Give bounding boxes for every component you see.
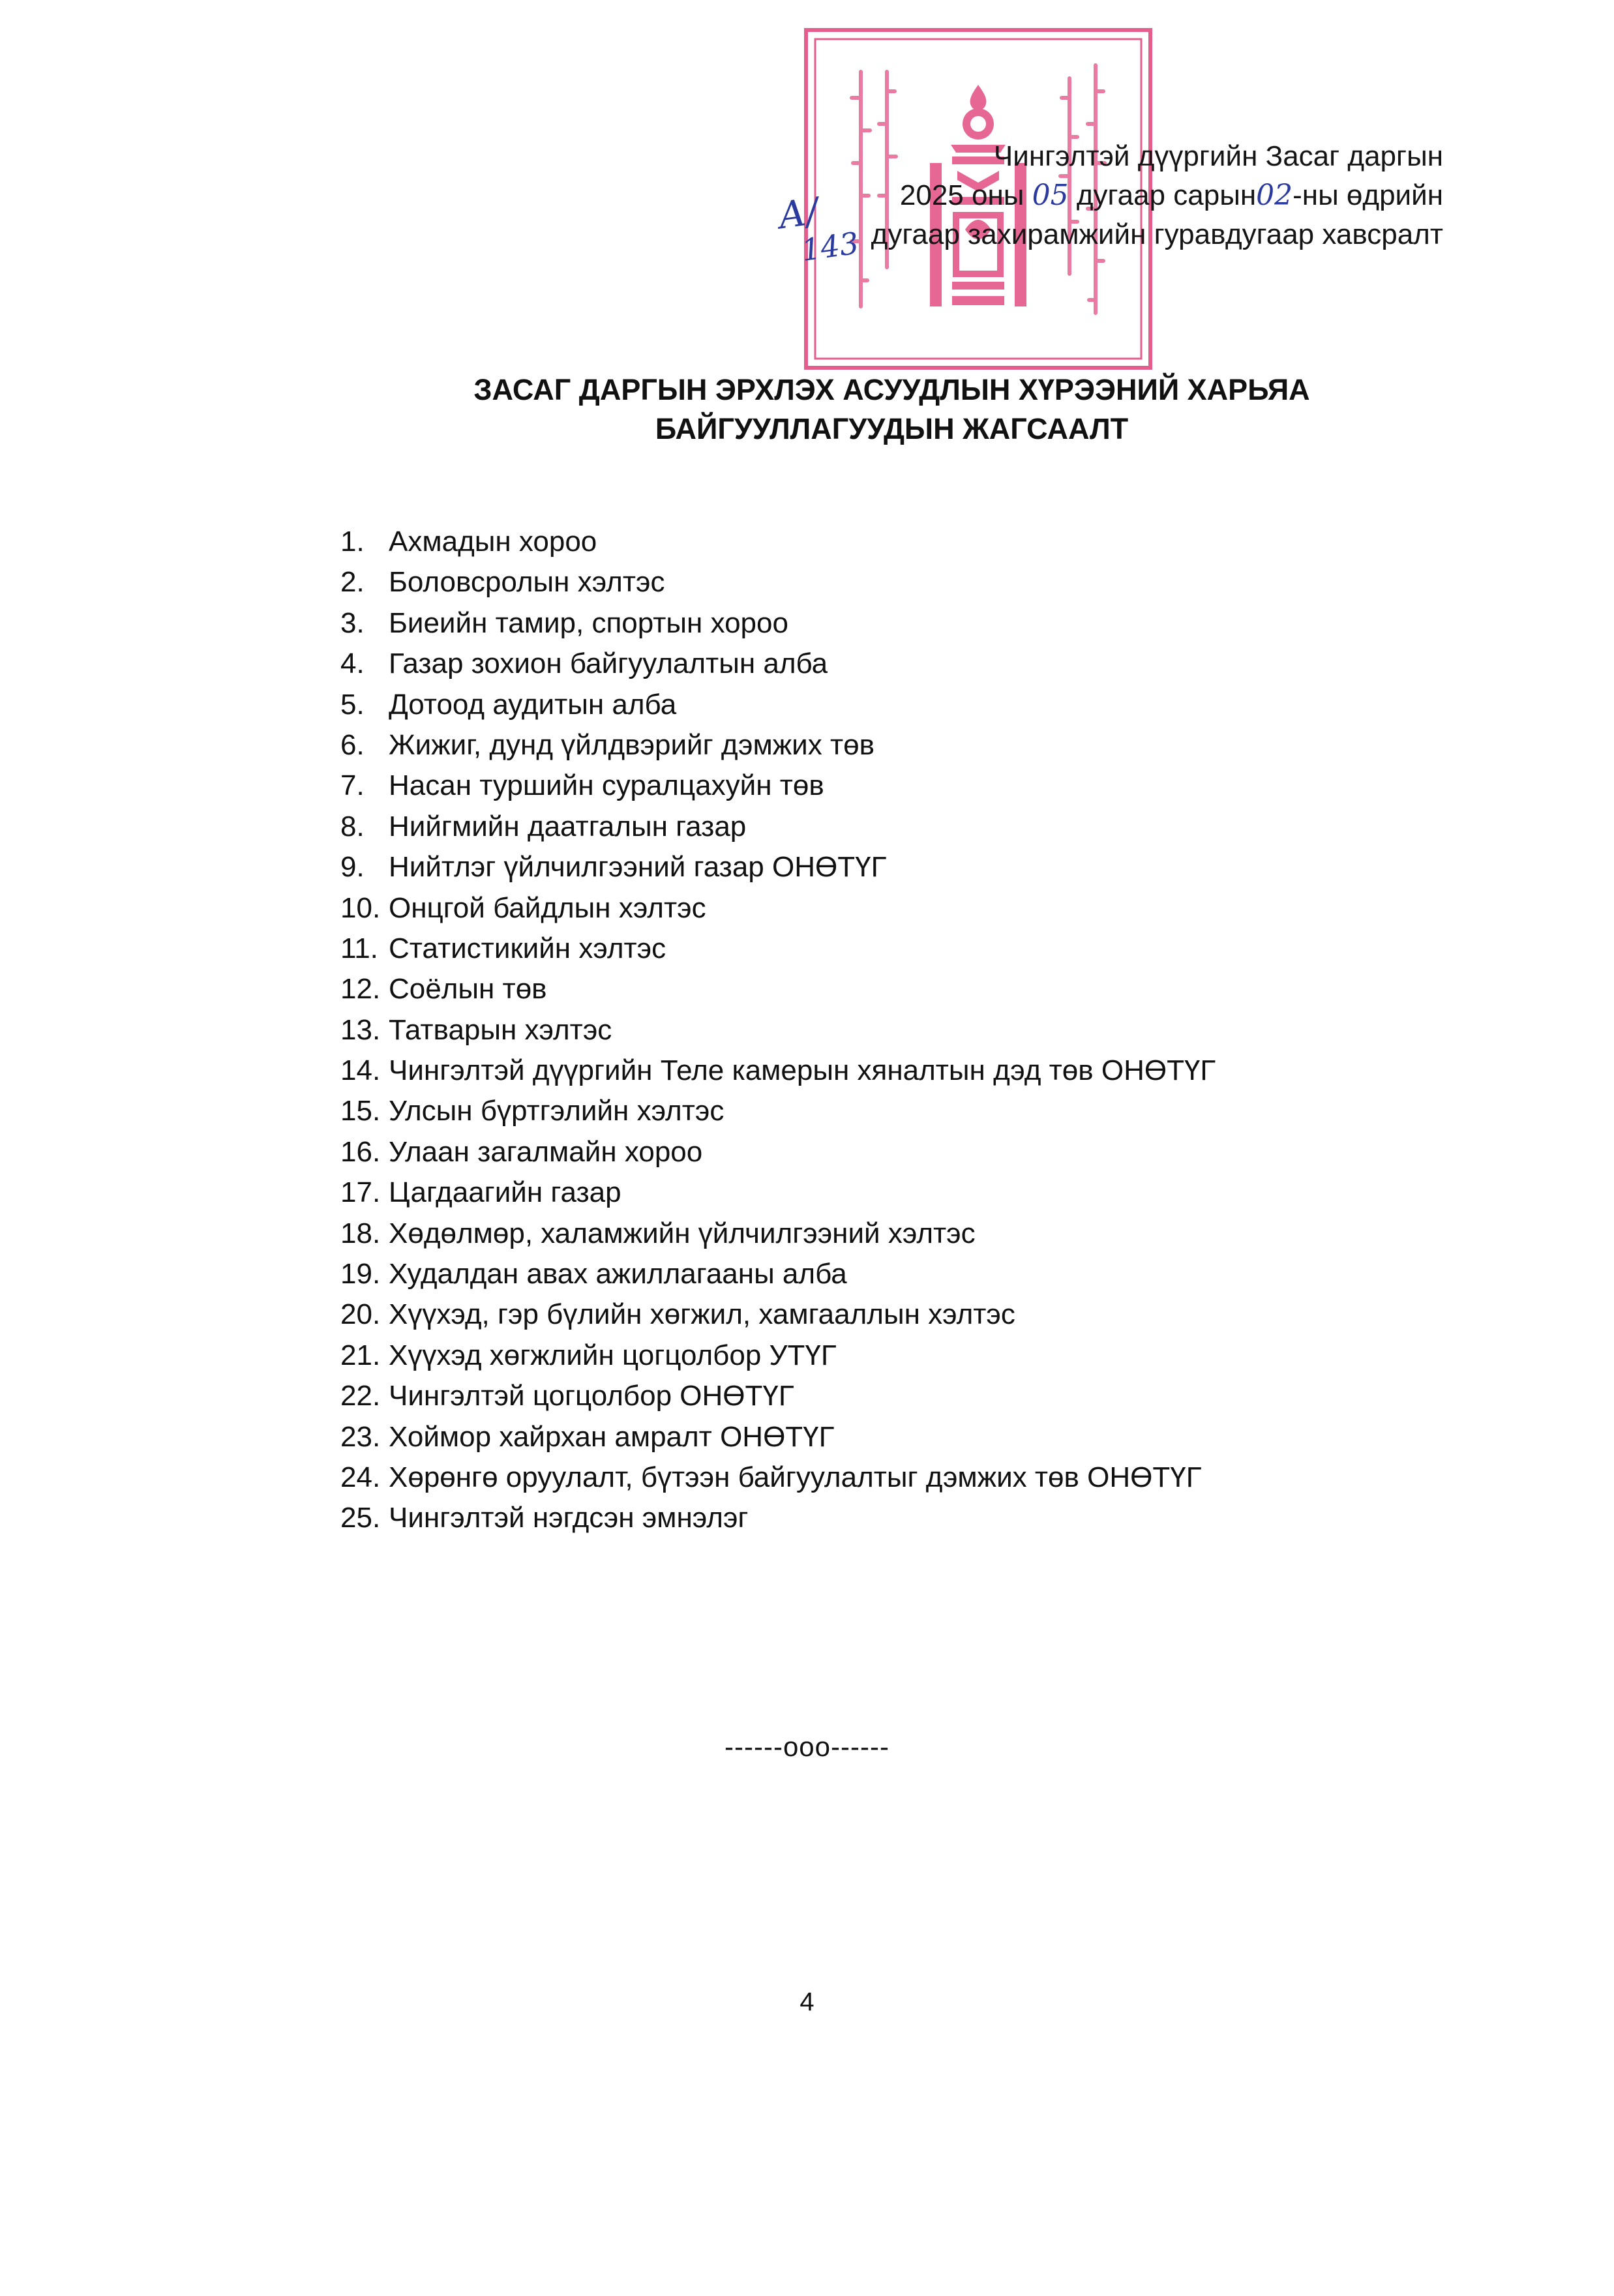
list-item-number: 21.	[340, 1339, 381, 1371]
list-item	[340, 562, 1216, 603]
list-item-text: Хүүхэд, гэр бүлийн хөгжил, хамгааллын хэлтэс	[389, 1298, 1015, 1331]
header-month-label: дугаар сарын	[1076, 179, 1257, 211]
list-item-text: Худалдан авах ажиллагааны алба	[389, 1258, 847, 1290]
list-item-text: Статистикийн хэлтэс	[389, 932, 666, 964]
list-item	[340, 1010, 1216, 1051]
list-item-number: 7.	[340, 769, 365, 802]
end-separator: ------ooo------	[725, 1731, 889, 1762]
list-item	[340, 1417, 1216, 1457]
organization-list	[340, 522, 1216, 1539]
list-item	[340, 1091, 1216, 1131]
header-line-3: дугаар захирамжийн гуравдугаар хавсралт	[871, 218, 1443, 250]
list-item-text: Чингэлтэй нэгдсэн эмнэлэг	[389, 1502, 749, 1534]
list-item-text: Татварын хэлтэс	[389, 1013, 612, 1046]
list-item-text: Биеийн тамир, спортын хороо	[389, 606, 788, 639]
header-month-handwritten: 05	[1032, 179, 1069, 212]
list-item-text: Хөрөнгө оруулалт, бүтээн байгуулалтыг дэмжих төв ОНӨТҮГ	[389, 1461, 1202, 1493]
list-item-text: Жижиг, дунд үйлдвэрийг дэмжих төв	[389, 728, 874, 761]
list-item-number: 4.	[340, 648, 365, 680]
list-item	[340, 1498, 1216, 1538]
list-item-text: Чингэлтэй дүүргийн Теле камерын хяналтын дэд төв ОНӨТҮГ	[389, 1054, 1216, 1087]
list-item-number: 20.	[340, 1298, 381, 1331]
list-item	[340, 1172, 1216, 1213]
list-item-text: Улаан загалмайн хороо	[389, 1135, 703, 1168]
list-item	[340, 725, 1216, 766]
list-item	[340, 1335, 1216, 1376]
list-item-number: 18.	[340, 1217, 381, 1249]
list-item	[340, 1294, 1216, 1335]
list-item-number: 11.	[340, 932, 378, 964]
list-item-text: Нийтлэг үйлчилгээний газар ОНӨТҮГ	[389, 851, 887, 884]
decree-prefix: А/	[775, 190, 822, 238]
list-item-number: 12.	[340, 973, 381, 1006]
list-item-number: 2.	[340, 566, 365, 599]
list-item-number: 17.	[340, 1176, 381, 1209]
header-line-1: Чингэлтэй дүүргийн Засаг даргын	[993, 140, 1443, 172]
list-item-number: 13.	[340, 1013, 381, 1046]
header-day-suffix: -ны өдрийн	[1293, 179, 1443, 211]
list-item	[340, 1051, 1216, 1091]
document-title	[0, 370, 1614, 449]
list-item-number: 22.	[340, 1380, 381, 1412]
list-item	[340, 969, 1216, 1009]
list-item-text: Ахмадын хороо	[389, 526, 597, 558]
list-item	[340, 807, 1216, 847]
list-item	[340, 766, 1216, 806]
list-item-number: 8.	[340, 810, 365, 842]
list-item-number: 19.	[340, 1258, 381, 1290]
appendix-header	[871, 137, 1443, 254]
title-line-1: ЗАСАГ ДАРГЫН ЭРХЛЭХ АСУУДЛЫН ХҮРЭЭНИЙ ХАРЬЯА	[473, 373, 1310, 406]
list-item-text: Цагдаагийн газар	[389, 1176, 621, 1209]
list-item-number: 6.	[340, 728, 365, 761]
list-item	[340, 644, 1216, 684]
list-item-number: 23.	[340, 1420, 381, 1453]
list-item-number: 3.	[340, 606, 365, 639]
list-item-number: 1.	[340, 526, 365, 558]
header-line-2	[871, 176, 1443, 215]
list-item-text: Газар зохион байгуулалтын алба	[389, 648, 828, 680]
header-day-handwritten: 02	[1256, 179, 1293, 212]
list-item	[340, 1376, 1216, 1416]
list-item	[340, 685, 1216, 725]
list-item-text: Соёлын төв	[389, 973, 547, 1006]
list-item-text: Улсын бүртгэлийн хэлтэс	[389, 1095, 725, 1127]
list-item	[340, 929, 1216, 969]
decree-number: 143	[799, 225, 861, 269]
list-item	[340, 603, 1216, 644]
list-item	[340, 1214, 1216, 1254]
list-item	[340, 888, 1216, 929]
list-item-text: Нийгмийн даатгалын газар	[389, 810, 747, 842]
list-item-text: Боловсролын хэлтэс	[389, 566, 665, 599]
list-item-text: Хоймор хайрхан амралт ОНӨТҮГ	[389, 1420, 835, 1453]
list-item	[340, 1132, 1216, 1172]
list-item-number: 5.	[340, 688, 365, 721]
page-number: 4	[800, 1988, 814, 2016]
list-item-number: 15.	[340, 1095, 381, 1127]
list-item-text: Онцгой байдлын хэлтэс	[389, 891, 706, 924]
list-item-number: 14.	[340, 1054, 381, 1087]
list-item-text: Чингэлтэй цогцолбор ОНӨТҮГ	[389, 1380, 794, 1412]
list-item-text: Насан туршийн суралцахуйн төв	[389, 769, 824, 802]
decree-number-handwritten	[776, 188, 861, 271]
list-item	[340, 847, 1216, 887]
list-item-number: 16.	[340, 1135, 381, 1168]
list-item-text: Хөдөлмөр, халамжийн үйлчилгээний хэлтэс	[389, 1217, 976, 1249]
header-year: 2025 оны	[899, 179, 1024, 211]
list-item-number: 10.	[340, 891, 381, 924]
list-item-number: 24.	[340, 1461, 381, 1493]
list-item-text: Хүүхэд хөгжлийн цогцолбор УТҮГ	[389, 1339, 837, 1371]
list-item	[340, 1457, 1216, 1498]
list-item-number: 25.	[340, 1502, 381, 1534]
list-item-number: 9.	[340, 851, 365, 884]
list-item	[340, 1254, 1216, 1294]
title-line-2: БАЙГУУЛЛАГУУДЫН ЖАГСААЛТ	[655, 412, 1129, 445]
list-item-text: Дотоод аудитын алба	[389, 688, 677, 721]
list-item	[340, 522, 1216, 562]
